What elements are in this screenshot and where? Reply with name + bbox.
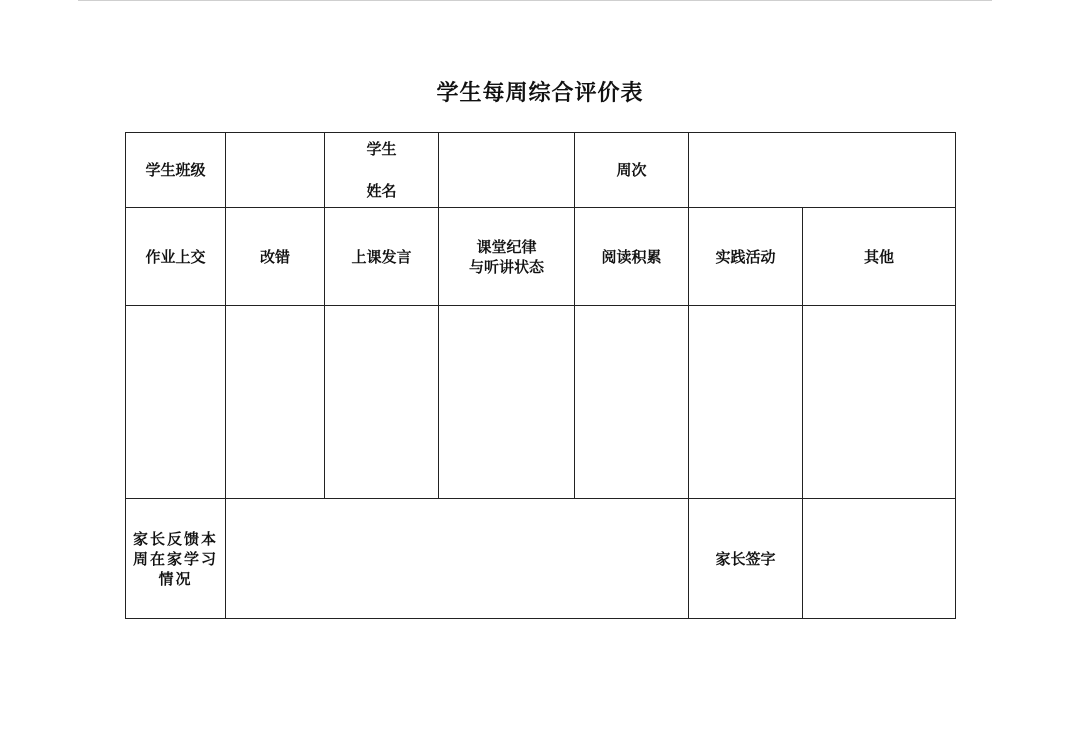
header-homework: 作业上交: [126, 208, 226, 306]
header-speaking: 上课发言: [325, 208, 439, 306]
header-discipline-line1: 课堂纪律: [476, 237, 537, 256]
week-label: 周次: [575, 133, 689, 208]
info-row: [126, 133, 956, 208]
evaluation-row: [126, 306, 956, 499]
other-cell[interactable]: [803, 306, 956, 499]
discipline-cell[interactable]: [439, 306, 575, 499]
parent-feedback-label: [126, 499, 226, 619]
header-correction: 改错: [226, 208, 325, 306]
student-name-value-cell[interactable]: [439, 133, 575, 208]
student-name-label: [325, 133, 439, 208]
header-discipline: [439, 208, 575, 306]
student-name-label-line2: 姓名: [366, 182, 397, 200]
parent-signature-label: 家长签字: [689, 499, 803, 619]
header-discipline-line2: 与听讲状态: [468, 257, 544, 276]
class-value-cell[interactable]: [226, 133, 325, 208]
speaking-cell[interactable]: [325, 306, 439, 499]
page-title: 学生每周综合评价表: [436, 81, 644, 106]
header-reading: 阅读积累: [575, 208, 689, 306]
parent-feedback-label-line1: 家长反馈本: [132, 529, 218, 548]
parent-signature-cell[interactable]: [803, 499, 956, 619]
class-label: 学生班级: [126, 133, 226, 208]
parent-feedback-label-line3: 情况: [158, 569, 193, 588]
reading-cell[interactable]: [575, 306, 689, 499]
homework-cell[interactable]: [126, 306, 226, 499]
week-value-cell[interactable]: [689, 133, 956, 208]
header-other: 其他: [803, 208, 956, 306]
correction-cell[interactable]: [226, 306, 325, 499]
feedback-row: [126, 499, 956, 619]
parent-feedback-label-line2: 周在家学习: [132, 549, 218, 568]
evaluation-table: [125, 132, 956, 619]
parent-feedback-cell[interactable]: [226, 499, 689, 619]
header-practice: 实践活动: [689, 208, 803, 306]
student-name-label-line1: 学生: [366, 140, 397, 158]
header-row: [126, 208, 956, 306]
top-divider: [78, 0, 992, 1]
practice-cell[interactable]: [689, 306, 803, 499]
